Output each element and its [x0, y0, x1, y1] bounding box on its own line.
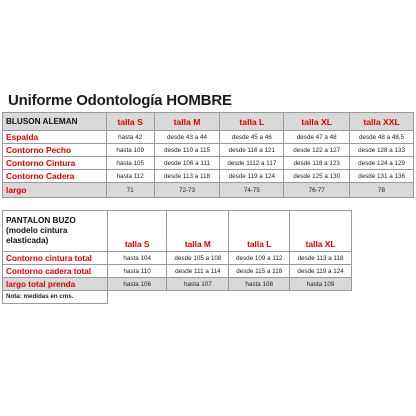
table-cell: hasta 109: [106, 144, 154, 157]
table-cell: desde 125 a 130: [284, 170, 350, 183]
table-cell: 78: [350, 183, 414, 198]
row-label: Espalda: [3, 131, 107, 144]
table-cell: 76-77: [284, 183, 350, 198]
pantalon-size-xl: talla XL: [290, 211, 352, 252]
pantalon-size-m: talla M: [167, 211, 229, 252]
table-cell: desde 48 a 48,5: [350, 131, 414, 144]
bluson-size-table: [2, 112, 414, 198]
table-cell: hasta 42: [106, 131, 154, 144]
pantalon-size-s: talla S: [107, 211, 167, 252]
bluson-size-m: talla M: [154, 113, 220, 131]
table-cell: hasta 106: [107, 278, 167, 291]
page-title: Uniforme Odontología HOMBRE: [8, 92, 232, 109]
table-cell: desde 124 a 129: [350, 157, 414, 170]
table-cell: desde 1112 a 117: [220, 157, 284, 170]
table-cell: desde 119 a 124: [290, 265, 352, 278]
pantalon-size-table: [2, 210, 352, 304]
pantalon-header: PANTALON BUZO (modelo cintura elasticada): [3, 211, 108, 252]
table-cell: desde 115 a 118: [229, 265, 290, 278]
table-cell: desde 110 a 115: [154, 144, 220, 157]
table-cell: hasta 107: [167, 278, 229, 291]
table-cell: desde 105 a 108: [167, 252, 229, 265]
row-label: Contorno cintura total: [3, 252, 108, 265]
table-cell: desde 109 a 112: [229, 252, 290, 265]
table-cell: desde 111 a 114: [167, 265, 229, 278]
table-row: [3, 157, 414, 170]
row-label: Contorno Cadera: [3, 170, 107, 183]
table-cell: desde 122 a 127: [284, 144, 350, 157]
table-cell: desde 113 a 118: [290, 252, 352, 265]
table-cell: desde 106 a 111: [154, 157, 220, 170]
table-cell: hasta 110: [107, 265, 167, 278]
table-cell: desde 131 a 136: [350, 170, 414, 183]
row-label: Contorno Pecho: [3, 144, 107, 157]
table-row: [3, 144, 414, 157]
row-label: Contorno cadera total: [3, 265, 108, 278]
table-row: [3, 252, 352, 265]
table-row: [3, 131, 414, 144]
bluson-header-row: [3, 113, 414, 131]
bluson-size-s: talla S: [106, 113, 154, 131]
table-cell: hasta 105: [106, 157, 154, 170]
table-cell: hasta 112: [106, 170, 154, 183]
table-row: [3, 265, 352, 278]
table-cell: hasta 109: [290, 278, 352, 291]
table-cell: desde 47 a 48: [284, 131, 350, 144]
row-label: largo: [3, 183, 107, 198]
bluson-size-xxl: talla XXL: [350, 113, 414, 131]
pantalon-header-row: [3, 211, 352, 252]
bluson-header: BLUSON ALEMAN: [3, 113, 107, 131]
table-cell: desde 116 a 121: [220, 144, 284, 157]
table-cell: desde 128 a 133: [350, 144, 414, 157]
table-cell: desde 119 a 124: [220, 170, 284, 183]
table-cell: 74-75: [220, 183, 284, 198]
measurement-note: Nota: medidas en cms.: [3, 291, 108, 304]
row-label: largo total prenda: [3, 278, 108, 291]
table-cell: desde 45 a 46: [220, 131, 284, 144]
table-cell: desde 118 a 123: [284, 157, 350, 170]
table-cell: 71: [106, 183, 154, 198]
note-row: [3, 291, 352, 304]
bluson-size-xl: talla XL: [284, 113, 350, 131]
table-cell: hasta 104: [107, 252, 167, 265]
table-row: [3, 278, 352, 291]
row-label: Contorno Cintura: [3, 157, 107, 170]
table-cell: 72-73: [154, 183, 220, 198]
table-row: [3, 183, 414, 198]
table-cell: hasta 108: [229, 278, 290, 291]
table-cell: desde 43 a 44: [154, 131, 220, 144]
table-cell: desde 113 a 118: [154, 170, 220, 183]
bluson-size-l: talla L: [220, 113, 284, 131]
pantalon-size-l: talla L: [229, 211, 290, 252]
table-row: [3, 170, 414, 183]
